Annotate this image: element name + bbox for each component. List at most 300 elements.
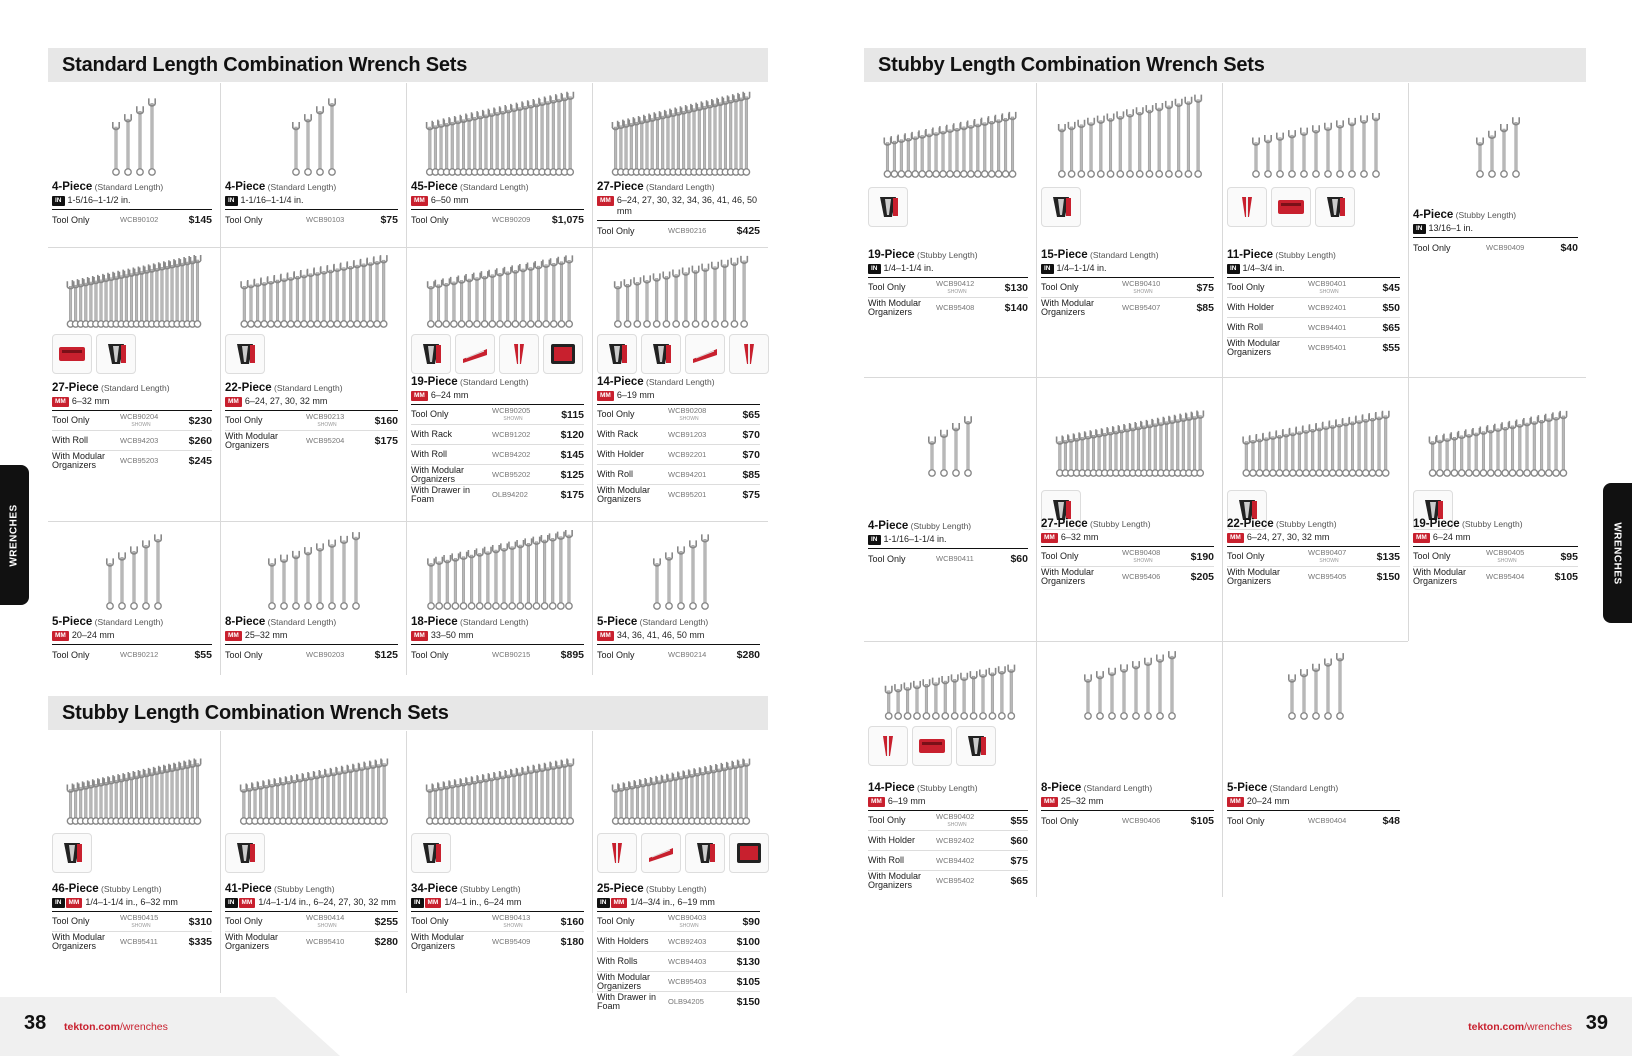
size-text: 6–24, 27, 30, 32, 34, 36, 41, 46, 50 mm (616, 195, 757, 216)
price-option-row[interactable] (1227, 278, 1400, 298)
length-type: (Stubby Length) (914, 783, 978, 793)
price: $280 (374, 936, 398, 948)
price-option-row[interactable] (597, 645, 760, 665)
price-option-row[interactable] (52, 451, 212, 471)
product-image[interactable] (593, 254, 768, 332)
piece-count: 25-Piece (597, 883, 644, 895)
sku-code: WCB92401 (1308, 302, 1347, 312)
product-image[interactable] (221, 737, 406, 831)
size-range (52, 897, 212, 912)
sku-code: WCB90208 SHOWN (668, 407, 724, 423)
organizer-icon (225, 833, 265, 873)
price: $260 (188, 434, 212, 447)
size-text: 20–24 mm (71, 630, 115, 640)
product-info (597, 883, 760, 1012)
organizer-icon (641, 334, 681, 374)
product-card[interactable] (406, 521, 592, 675)
sku-code: WCB90412 SHOWN (936, 280, 992, 296)
price-option-row[interactable] (411, 485, 584, 505)
product-image[interactable] (864, 89, 1036, 185)
price: $120 (560, 428, 584, 441)
length-type: (Standard Length) (637, 617, 709, 627)
product-title (868, 249, 1028, 262)
price-option-row[interactable] (411, 932, 584, 952)
size-text: 1/4–1-1/4 in. (883, 263, 934, 273)
sku-code: WCB90103 (306, 215, 345, 224)
product-image[interactable] (593, 737, 768, 831)
product-card[interactable] (864, 83, 1036, 377)
price: $145 (188, 214, 212, 226)
product-card[interactable] (220, 83, 406, 247)
price-option-row[interactable] (868, 851, 1028, 871)
price-option-row[interactable] (225, 912, 398, 932)
product-card[interactable] (48, 83, 220, 247)
price: $335 (188, 936, 212, 948)
product-card[interactable] (1222, 377, 1408, 641)
sku-code: WCB90411 (936, 554, 974, 563)
stubby-section-header-right (864, 48, 1586, 82)
accessory-thumbnails (52, 334, 136, 374)
price: $1,075 (551, 214, 584, 226)
product-card[interactable] (592, 247, 768, 521)
option-label: With Modular Organizers (1041, 567, 1095, 586)
price-option-row[interactable] (1041, 547, 1214, 567)
price-option-row[interactable] (52, 411, 212, 431)
page-number-right: 39 (1585, 1012, 1608, 1034)
price-option-row[interactable] (597, 425, 760, 445)
price: $40 (1560, 242, 1578, 254)
wrench-set-icon (63, 254, 205, 332)
product-image[interactable] (1409, 384, 1586, 488)
inch-badge: IN (52, 196, 65, 206)
footer-url-left[interactable]: tekton.com/wrenches (64, 1021, 168, 1033)
sku-code: WCB95403 (668, 976, 707, 986)
sku-code: WCB95411 (120, 937, 158, 946)
accessory-thumbnails (1227, 187, 1355, 227)
price-option-row[interactable] (597, 932, 760, 952)
option-label: Tool Only (225, 214, 263, 225)
product-image[interactable] (407, 528, 592, 614)
product-image[interactable] (1409, 89, 1586, 185)
size-text: 6–19 mm (616, 390, 655, 400)
product-card[interactable] (48, 521, 220, 675)
size-text: 6–24, 27, 30, 32 mm (1246, 532, 1330, 542)
wrench-set-icon (422, 528, 578, 614)
price-option-row[interactable] (411, 465, 584, 485)
inch-badge: IN (1227, 264, 1240, 274)
product-card[interactable] (1408, 377, 1586, 641)
piece-count: 5-Piece (1227, 782, 1268, 794)
sku-code: WCB90406 (1122, 816, 1161, 825)
accessory-thumbnails (411, 833, 451, 873)
price-option-row[interactable] (597, 445, 760, 465)
price-option-row[interactable] (868, 811, 1028, 831)
product-title (1227, 782, 1400, 795)
sku-code: WCB91203 (668, 429, 707, 439)
holder-icon (499, 334, 539, 374)
option-label: With Holder (868, 835, 916, 845)
sku-code: WCB95409 (492, 937, 531, 946)
product-card[interactable] (1222, 83, 1408, 377)
product-title (411, 181, 584, 194)
price: $70 (742, 448, 760, 461)
product-title (1227, 518, 1400, 531)
sku-code: WCB95407 (1122, 303, 1161, 312)
option-label: With Modular Organizers (411, 464, 465, 484)
wrench-set-icon (236, 90, 392, 180)
price: $255 (374, 915, 398, 928)
price: $130 (736, 955, 760, 968)
price-option-row[interactable] (1413, 567, 1578, 587)
size-text: 1/4–1-1/4 in. (1056, 263, 1107, 273)
shown-note: SHOWN (679, 415, 699, 422)
piece-count: 27-Piece (597, 181, 644, 193)
product-card[interactable] (1222, 641, 1408, 897)
price-option-row[interactable] (597, 485, 760, 505)
piece-count: 14-Piece (868, 782, 915, 794)
price-option-row[interactable] (1227, 298, 1400, 318)
price-option-row[interactable] (1041, 567, 1214, 587)
sku-code: WCB90414 SHOWN (306, 914, 362, 930)
size-range (868, 534, 1028, 549)
wrench-set-icon (1238, 92, 1394, 182)
option-label: With Drawer in Foam (597, 992, 657, 1011)
roll-icon (912, 726, 952, 766)
inch-badge: IN (597, 898, 610, 908)
price-option-row[interactable] (225, 210, 398, 230)
size-range (411, 897, 584, 912)
shown-note: SHOWN (947, 288, 967, 295)
price-option-row[interactable] (597, 992, 760, 1012)
price-option-row[interactable] (52, 210, 212, 230)
size-range (411, 390, 584, 405)
size-range (52, 630, 212, 645)
price: $125 (560, 468, 584, 481)
inch-badge: IN (52, 898, 65, 908)
option-label: Tool Only (52, 415, 90, 425)
product-info (411, 883, 584, 952)
metric-badge: MM (425, 898, 442, 908)
price-option-row[interactable] (52, 912, 212, 932)
inch-badge: IN (868, 535, 881, 545)
section-side-tab-right[interactable]: WRENCHES (1603, 483, 1632, 623)
price-option-row[interactable] (1227, 567, 1400, 587)
price: $125 (374, 649, 398, 661)
sku-code: WCB95405 (1308, 572, 1347, 581)
wrench-set-icon (236, 739, 392, 829)
product-image[interactable] (1223, 89, 1408, 185)
accessory-thumbnails (868, 726, 996, 766)
product-card[interactable] (48, 247, 220, 521)
price-option-row[interactable] (225, 932, 398, 952)
price-option-row[interactable] (597, 972, 760, 992)
shown-note: SHOWN (503, 922, 523, 929)
accessory-thumbnails (597, 334, 769, 374)
product-image[interactable] (593, 89, 768, 181)
option-label: With Drawer in Foam (411, 485, 471, 504)
length-type: (Standard Length) (265, 182, 337, 192)
sku-code: WCB95408 (936, 303, 975, 312)
product-image[interactable] (407, 737, 592, 831)
product-card[interactable] (48, 731, 220, 993)
size-text: 6–32 mm (1060, 532, 1099, 542)
product-title (868, 782, 1028, 795)
size-text: 1/4–1-1/4 in., 6–32 mm (85, 897, 178, 907)
product-image[interactable] (1223, 648, 1408, 724)
size-range (1413, 223, 1578, 238)
wrench-set-icon (422, 254, 578, 332)
piece-count: 22-Piece (1227, 518, 1274, 530)
piece-count: 18-Piece (411, 616, 458, 628)
product-image[interactable] (1037, 384, 1222, 488)
section-side-tab-left[interactable]: WRENCHES (0, 465, 29, 605)
option-label: With Rack (597, 429, 639, 439)
product-card[interactable] (220, 731, 406, 993)
metric-badge: MM (1227, 797, 1244, 807)
product-image[interactable] (864, 648, 1036, 724)
price: $60 (1010, 553, 1028, 565)
product-card[interactable] (406, 83, 592, 247)
price: $135 (1376, 550, 1400, 563)
size-text: 1/4–1 in., 6–24 mm (444, 897, 522, 907)
price-option-row[interactable] (597, 912, 760, 932)
length-type: (Standard Length) (1081, 783, 1153, 793)
accessory-thumbnails (597, 833, 769, 873)
size-text: 6–24 mm (1432, 532, 1471, 542)
size-range (225, 897, 398, 912)
accessory-thumbnails (411, 334, 583, 374)
sku-code: WCB90402 SHOWN (936, 813, 992, 829)
wrench-set-icon (63, 739, 205, 829)
metric-badge: MM (239, 898, 256, 908)
price-option-row[interactable] (225, 645, 398, 665)
price-option-row[interactable] (597, 405, 760, 425)
price-option-row[interactable] (1227, 338, 1400, 358)
length-type: (Stubby Length) (1087, 519, 1151, 529)
product-image[interactable] (48, 737, 220, 831)
size-text: 20–24 mm (1246, 796, 1290, 806)
price: $90 (742, 915, 760, 928)
product-image[interactable] (48, 254, 220, 332)
product-title (1413, 518, 1578, 531)
option-label: Tool Only (597, 649, 635, 660)
length-type: (Standard Length) (457, 182, 529, 192)
product-image[interactable] (593, 528, 768, 614)
length-type: (Stubby Length) (1273, 519, 1337, 529)
product-title (411, 883, 584, 896)
sku-code: WCB90205 SHOWN (492, 407, 548, 423)
product-image[interactable] (407, 254, 592, 332)
price-option-row[interactable] (1227, 318, 1400, 338)
option-label: With Rolls (597, 956, 638, 966)
product-card[interactable] (592, 731, 768, 1011)
shown-note: SHOWN (131, 922, 151, 929)
product-title (868, 520, 1028, 533)
length-type: (Stubby Length) (914, 250, 978, 260)
price-option-row[interactable] (411, 405, 584, 425)
price: $105 (736, 975, 760, 988)
price-option-row[interactable] (411, 445, 584, 465)
price: $55 (1010, 814, 1028, 827)
product-image[interactable] (48, 528, 220, 614)
product-info (52, 181, 212, 230)
price-option-row[interactable] (225, 411, 398, 431)
price-option-row[interactable] (411, 912, 584, 932)
price-option-row[interactable] (868, 871, 1028, 891)
shown-note: SHOWN (317, 922, 337, 929)
price-option-row[interactable] (52, 932, 212, 952)
shown-note: SHOWN (1133, 557, 1153, 564)
product-image[interactable] (221, 528, 406, 614)
product-card[interactable] (1036, 641, 1222, 897)
metric-badge: MM (66, 898, 83, 908)
length-type: (Stubby Length) (271, 884, 335, 894)
length-type: (Standard Length) (1087, 250, 1159, 260)
product-card[interactable] (220, 247, 406, 521)
length-type: (Stubby Length) (98, 884, 162, 894)
shown-note: SHOWN (679, 922, 699, 929)
shown-note: SHOWN (1319, 557, 1339, 564)
sku-code: WCB94203 (120, 435, 159, 445)
wrench-set-icon (63, 528, 205, 614)
product-image[interactable] (48, 89, 220, 181)
product-card[interactable] (1036, 83, 1222, 377)
accessory-thumbnails (52, 833, 92, 873)
price-option-row[interactable] (1041, 278, 1214, 298)
product-title (1413, 209, 1578, 222)
price-option-row[interactable] (1227, 811, 1400, 831)
piece-count: 27-Piece (52, 382, 99, 394)
sku-code: WCB90203 (306, 650, 345, 659)
sku-code: WCB90415 SHOWN (120, 914, 176, 930)
price-option-row[interactable] (225, 431, 398, 451)
shown-note: SHOWN (1319, 288, 1339, 295)
sku-code: WCB92402 (936, 835, 975, 845)
price-option-row[interactable] (411, 425, 584, 445)
price: $48 (1382, 815, 1400, 827)
product-card[interactable] (1408, 83, 1586, 377)
price-option-row[interactable] (868, 831, 1028, 851)
price-option-row[interactable] (1413, 547, 1578, 567)
product-image[interactable] (864, 384, 1036, 488)
wrench-set-icon (608, 528, 754, 614)
piece-count: 4-Piece (225, 181, 266, 193)
organizer-icon (52, 833, 92, 873)
product-title (597, 376, 760, 389)
product-info (1413, 209, 1578, 258)
product-title (225, 616, 398, 629)
metric-badge: MM (52, 631, 69, 641)
option-label: With Modular Organizers (1413, 567, 1467, 586)
product-image[interactable] (221, 254, 406, 332)
price-option-row[interactable] (597, 465, 760, 485)
metric-badge: MM (868, 797, 885, 807)
price: $425 (736, 225, 760, 237)
shown-note: SHOWN (1497, 557, 1517, 564)
price-option-row[interactable] (411, 210, 584, 230)
price-option-row[interactable] (1041, 811, 1214, 831)
option-label: With Roll (868, 855, 905, 865)
wrench-set-icon (879, 391, 1021, 481)
product-card[interactable] (864, 377, 1036, 641)
stubby-section-header-left (48, 696, 768, 730)
price-option-row[interactable] (52, 431, 212, 451)
price: $245 (188, 455, 212, 467)
option-label: Tool Only (1041, 815, 1079, 826)
inch-badge: IN (411, 898, 424, 908)
wrench-set-icon (236, 254, 392, 332)
price-option-row[interactable] (597, 952, 760, 972)
length-type: (Standard Length) (92, 182, 164, 192)
length-type: (Standard Length) (457, 377, 529, 387)
product-image[interactable] (407, 89, 592, 181)
option-label: Tool Only (225, 649, 263, 660)
product-card[interactable] (1036, 377, 1222, 641)
price-option-row[interactable] (411, 645, 584, 665)
product-image[interactable] (1037, 89, 1222, 185)
product-info (597, 181, 760, 241)
price-option-row[interactable] (1041, 298, 1214, 318)
size-range (597, 390, 760, 405)
inch-badge: IN (225, 196, 238, 206)
section-title: Stubby Length Combination Wrench Sets (62, 701, 449, 724)
product-image[interactable] (221, 89, 406, 181)
price-option-row[interactable] (597, 221, 760, 241)
rack-icon (641, 833, 681, 873)
sku-code: WCB90403 SHOWN (668, 914, 724, 930)
piece-count: 22-Piece (225, 382, 272, 394)
piece-count: 34-Piece (411, 883, 458, 895)
product-card[interactable] (592, 83, 768, 247)
drawer-icon (543, 334, 583, 374)
holder-icon (729, 334, 769, 374)
size-range (868, 796, 1028, 811)
price: $140 (1004, 302, 1028, 314)
footer-url-right[interactable]: tekton.com/wrenches (1468, 1021, 1572, 1033)
piece-count: 11-Piece (1227, 249, 1274, 261)
metric-badge: MM (1041, 533, 1058, 543)
price-option-row[interactable] (52, 645, 212, 665)
size-range (868, 263, 1028, 278)
product-card[interactable] (406, 247, 592, 521)
sku-code: WCB90213 SHOWN (306, 413, 362, 429)
product-card[interactable] (220, 521, 406, 675)
footer-band-left (0, 997, 340, 1056)
product-card[interactable] (592, 521, 768, 675)
product-card[interactable] (864, 641, 1036, 897)
price-option-row[interactable] (868, 549, 1028, 569)
product-info (1227, 782, 1400, 831)
product-title (597, 616, 760, 629)
option-label: Tool Only (225, 415, 263, 425)
price: $85 (742, 468, 760, 481)
product-info (411, 376, 584, 505)
product-image[interactable] (1223, 384, 1408, 488)
length-type: (Standard Length) (265, 617, 337, 627)
price-option-row[interactable] (1227, 547, 1400, 567)
piece-count: 19-Piece (868, 249, 915, 261)
product-image[interactable] (1037, 648, 1222, 724)
product-card[interactable] (406, 731, 592, 993)
price: $280 (736, 649, 760, 661)
holder-icon (597, 833, 637, 873)
wrench-set-icon (608, 254, 754, 332)
price-option-row[interactable] (868, 278, 1028, 298)
piece-count: 19-Piece (411, 376, 458, 388)
price-option-row[interactable] (1413, 238, 1578, 258)
product-title (52, 382, 212, 395)
price-option-row[interactable] (868, 298, 1028, 318)
